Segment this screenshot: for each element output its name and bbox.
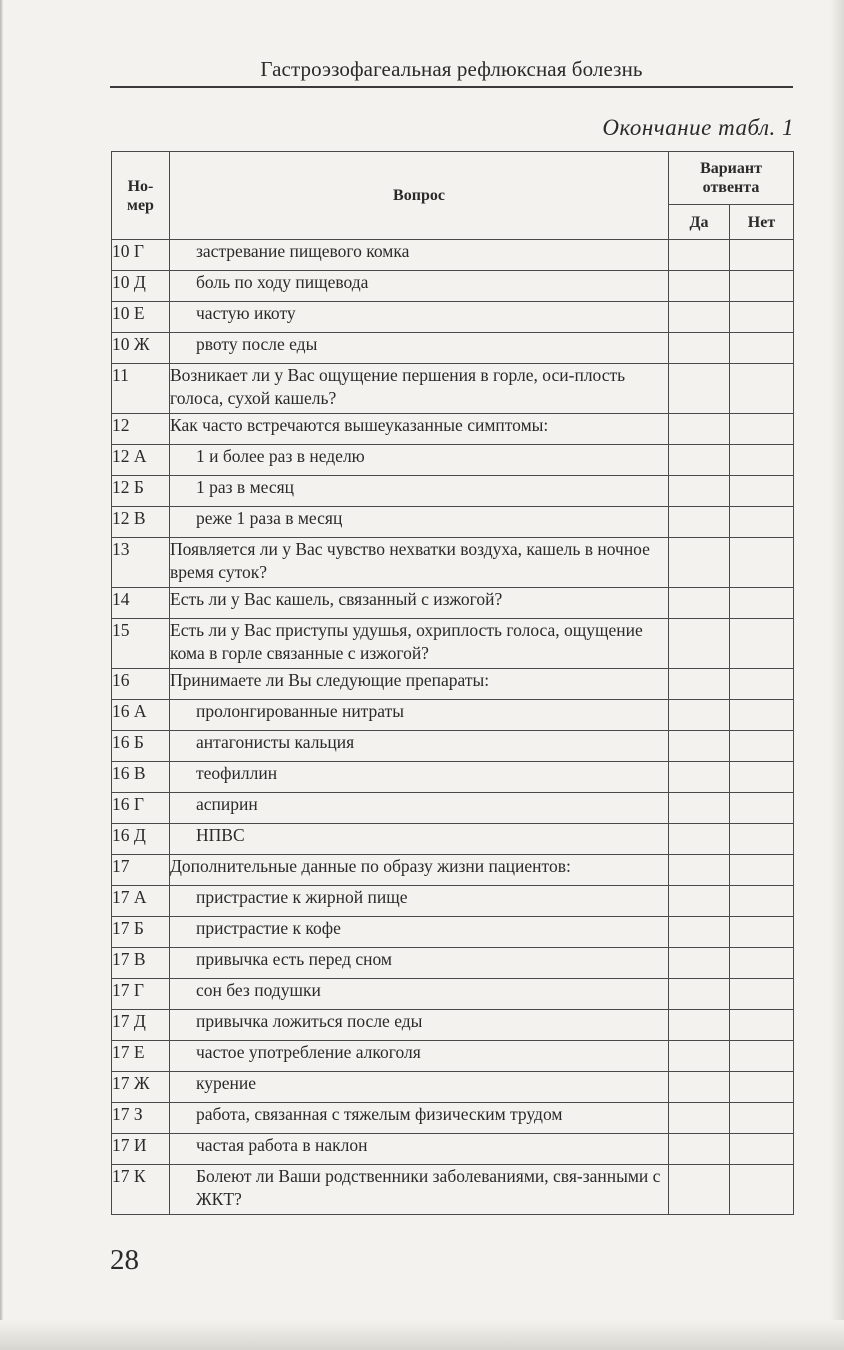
answer-yes-cell bbox=[669, 333, 730, 364]
page-left-edge bbox=[0, 0, 3, 1350]
answer-no-cell bbox=[730, 1041, 794, 1072]
answer-yes-cell bbox=[669, 824, 730, 855]
answer-yes-cell bbox=[669, 507, 730, 538]
answer-no-cell bbox=[730, 886, 794, 917]
row-question: НПВС bbox=[170, 824, 669, 855]
answer-yes-cell bbox=[669, 619, 730, 669]
table-row bbox=[112, 979, 794, 1010]
answer-no-cell bbox=[730, 476, 794, 507]
table-row bbox=[112, 414, 794, 445]
header-number-line1: Но- bbox=[127, 177, 154, 195]
row-number: 12 Б bbox=[112, 476, 170, 507]
row-number: 10 Д bbox=[112, 271, 170, 302]
page-number: 28 bbox=[110, 1244, 139, 1276]
row-number: 11 bbox=[112, 364, 170, 414]
table-header-row-1 bbox=[112, 152, 794, 205]
row-number: 17 Ж bbox=[112, 1072, 170, 1103]
row-question: работа, связанная с тяжелым физическим трудом bbox=[170, 1103, 669, 1134]
row-question: Принимаете ли Вы следующие препараты: bbox=[170, 669, 669, 700]
table-row bbox=[112, 364, 794, 414]
row-number: 16 Д bbox=[112, 824, 170, 855]
table-row bbox=[112, 333, 794, 364]
row-question: 1 и более раз в неделю bbox=[170, 445, 669, 476]
row-question: Возникает ли у Вас ощущение першения в горле, оси-плость голоса, сухой кашель? bbox=[170, 364, 669, 414]
row-number: 16 В bbox=[112, 762, 170, 793]
table-row bbox=[112, 824, 794, 855]
answer-no-cell bbox=[730, 1072, 794, 1103]
row-question: пристрастие к жирной пище bbox=[170, 886, 669, 917]
table-row bbox=[112, 445, 794, 476]
answer-no-cell bbox=[730, 700, 794, 731]
row-question: Есть ли у Вас кашель, связанный с изжогой? bbox=[170, 588, 669, 619]
row-number: 12 А bbox=[112, 445, 170, 476]
row-number: 17 Б bbox=[112, 917, 170, 948]
answer-yes-cell bbox=[669, 1010, 730, 1041]
answer-no-cell bbox=[730, 669, 794, 700]
row-number: 12 В bbox=[112, 507, 170, 538]
header-no: Нет bbox=[730, 205, 794, 240]
row-number: 17 З bbox=[112, 1103, 170, 1134]
answer-no-cell bbox=[730, 917, 794, 948]
row-question: привычка есть перед сном bbox=[170, 948, 669, 979]
row-question: частое употребление алкоголя bbox=[170, 1041, 669, 1072]
table-row bbox=[112, 700, 794, 731]
table-row bbox=[112, 1072, 794, 1103]
answer-yes-cell bbox=[669, 1103, 730, 1134]
row-question: застревание пищевого комка bbox=[170, 240, 669, 271]
row-number: 17 Е bbox=[112, 1041, 170, 1072]
answer-yes-cell bbox=[669, 731, 730, 762]
answer-no-cell bbox=[730, 855, 794, 886]
questionnaire-table bbox=[111, 151, 794, 1215]
header-number bbox=[112, 152, 170, 240]
row-question: пролонгированные нитраты bbox=[170, 700, 669, 731]
answer-yes-cell bbox=[669, 855, 730, 886]
answer-yes-cell bbox=[669, 762, 730, 793]
row-number: 15 bbox=[112, 619, 170, 669]
row-number: 17 А bbox=[112, 886, 170, 917]
header-variant-line2: отвента bbox=[702, 179, 760, 196]
answer-no-cell bbox=[730, 979, 794, 1010]
table-row bbox=[112, 731, 794, 762]
table-row bbox=[112, 1041, 794, 1072]
answer-yes-cell bbox=[669, 240, 730, 271]
row-question: привычка ложиться после еды bbox=[170, 1010, 669, 1041]
answer-yes-cell bbox=[669, 1072, 730, 1103]
answer-yes-cell bbox=[669, 302, 730, 333]
answer-no-cell bbox=[730, 445, 794, 476]
table-row bbox=[112, 1134, 794, 1165]
answer-yes-cell bbox=[669, 271, 730, 302]
answer-yes-cell bbox=[669, 1165, 730, 1215]
header-variant-line1: Вариант bbox=[700, 160, 762, 177]
answer-no-cell bbox=[730, 538, 794, 588]
answer-yes-cell bbox=[669, 364, 730, 414]
row-number: 17 bbox=[112, 855, 170, 886]
answer-no-cell bbox=[730, 507, 794, 538]
answer-no-cell bbox=[730, 619, 794, 669]
row-number: 17 И bbox=[112, 1134, 170, 1165]
row-question: боль по ходу пищевода bbox=[170, 271, 669, 302]
row-number: 16 А bbox=[112, 700, 170, 731]
row-question: Есть ли у Вас приступы удушья, охриплость голоса, ощущение кома в горле связанные с изжогой? bbox=[170, 619, 669, 669]
table-row bbox=[112, 793, 794, 824]
answer-no-cell bbox=[730, 1165, 794, 1215]
answer-no-cell bbox=[730, 1134, 794, 1165]
table-row bbox=[112, 271, 794, 302]
row-question: частая работа в наклон bbox=[170, 1134, 669, 1165]
header-yes: Да bbox=[669, 205, 730, 240]
answer-yes-cell bbox=[669, 700, 730, 731]
table-row bbox=[112, 917, 794, 948]
answer-no-cell bbox=[730, 948, 794, 979]
answer-yes-cell bbox=[669, 445, 730, 476]
answer-no-cell bbox=[730, 1103, 794, 1134]
row-question: частую икоту bbox=[170, 302, 669, 333]
table-row bbox=[112, 762, 794, 793]
answer-yes-cell bbox=[669, 886, 730, 917]
answer-no-cell bbox=[730, 240, 794, 271]
table-row bbox=[112, 619, 794, 669]
row-question: Болеют ли Ваши родственники заболеваниями, свя-занными с ЖКТ? bbox=[170, 1165, 669, 1215]
answer-yes-cell bbox=[669, 414, 730, 445]
table-row bbox=[112, 1103, 794, 1134]
table-row bbox=[112, 302, 794, 333]
answer-yes-cell bbox=[669, 979, 730, 1010]
answer-no-cell bbox=[730, 271, 794, 302]
table-row bbox=[112, 855, 794, 886]
row-question: реже 1 раза в месяц bbox=[170, 507, 669, 538]
row-number: 10 Ж bbox=[112, 333, 170, 364]
answer-no-cell bbox=[730, 824, 794, 855]
answer-no-cell bbox=[730, 731, 794, 762]
row-question: курение bbox=[170, 1072, 669, 1103]
row-number: 17 К bbox=[112, 1165, 170, 1215]
page-bottom-edge bbox=[0, 1320, 844, 1350]
answer-no-cell bbox=[730, 588, 794, 619]
answer-no-cell bbox=[730, 333, 794, 364]
row-number: 13 bbox=[112, 538, 170, 588]
row-question: пристрастие к кофе bbox=[170, 917, 669, 948]
answer-yes-cell bbox=[669, 1134, 730, 1165]
row-question: Как часто встречаются вышеуказанные симптомы: bbox=[170, 414, 669, 445]
row-number: 16 bbox=[112, 669, 170, 700]
row-question: антагонисты кальция bbox=[170, 731, 669, 762]
row-number: 16 Г bbox=[112, 793, 170, 824]
table-row bbox=[112, 507, 794, 538]
row-question: рвоту после еды bbox=[170, 333, 669, 364]
row-question: сон без подушки bbox=[170, 979, 669, 1010]
answer-no-cell bbox=[730, 1010, 794, 1041]
answer-no-cell bbox=[730, 302, 794, 333]
answer-yes-cell bbox=[669, 588, 730, 619]
row-question: Появляется ли у Вас чувство нехватки воздуха, кашель в ночное время суток? bbox=[170, 538, 669, 588]
answer-yes-cell bbox=[669, 476, 730, 507]
row-number: 12 bbox=[112, 414, 170, 445]
answer-yes-cell bbox=[669, 917, 730, 948]
answer-no-cell bbox=[730, 762, 794, 793]
row-number: 10 Е bbox=[112, 302, 170, 333]
header-question: Вопрос bbox=[170, 152, 669, 240]
running-header: Гастроэзофагеальная рефлюксная болезнь bbox=[260, 57, 643, 81]
row-number: 10 Г bbox=[112, 240, 170, 271]
table-row bbox=[112, 476, 794, 507]
table-row bbox=[112, 886, 794, 917]
table-row bbox=[112, 538, 794, 588]
header-number-line2: мер bbox=[127, 196, 154, 214]
answer-no-cell bbox=[730, 414, 794, 445]
table-row bbox=[112, 240, 794, 271]
answer-yes-cell bbox=[669, 669, 730, 700]
table-row bbox=[112, 1165, 794, 1215]
page-right-edge bbox=[830, 0, 844, 1350]
answer-yes-cell bbox=[669, 1041, 730, 1072]
row-number: 17 В bbox=[112, 948, 170, 979]
row-question: теофиллин bbox=[170, 762, 669, 793]
answer-no-cell bbox=[730, 364, 794, 414]
row-question: 1 раз в месяц bbox=[170, 476, 669, 507]
answer-no-cell bbox=[730, 793, 794, 824]
row-number: 16 Б bbox=[112, 731, 170, 762]
row-question: аспирин bbox=[170, 793, 669, 824]
row-question: Дополнительные данные по образу жизни пациентов: bbox=[170, 855, 669, 886]
answer-yes-cell bbox=[669, 948, 730, 979]
table-row bbox=[112, 669, 794, 700]
row-number: 17 Г bbox=[112, 979, 170, 1010]
table-caption: Окончание табл. 1 bbox=[602, 115, 794, 140]
table-row bbox=[112, 588, 794, 619]
header-rule bbox=[110, 86, 793, 88]
table-row bbox=[112, 948, 794, 979]
table-row bbox=[112, 1010, 794, 1041]
header-answer-variant bbox=[669, 152, 794, 205]
answer-yes-cell bbox=[669, 793, 730, 824]
row-number: 17 Д bbox=[112, 1010, 170, 1041]
row-number: 14 bbox=[112, 588, 170, 619]
answer-yes-cell bbox=[669, 538, 730, 588]
